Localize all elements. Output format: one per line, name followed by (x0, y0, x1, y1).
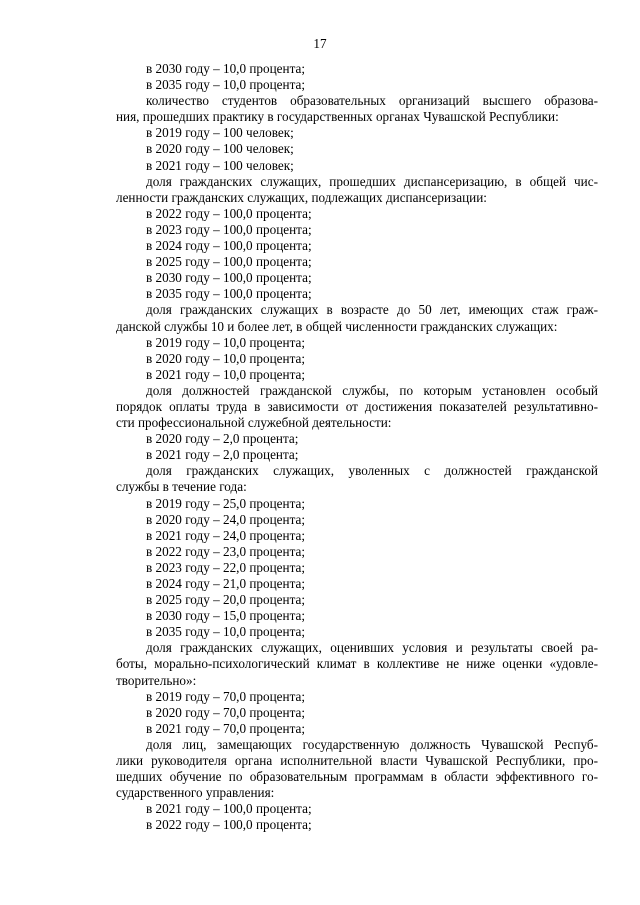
list-item: в 2030 году – 15,0 процента; (146, 608, 306, 624)
list-item: в 2022 году – 23,0 процента; (146, 543, 306, 559)
list-item: в 2035 году – 10,0 процента; (146, 77, 306, 93)
list-item: в 2020 году – 24,0 процента; (146, 511, 306, 527)
list-item: в 2022 году – 100,0 процента; (146, 205, 312, 221)
paragraph-line: сударственного управления: (116, 785, 275, 801)
paragraph-line: сти профессиональной служебной деятельности: (116, 415, 392, 431)
list-item: в 2019 году – 100 человек; (146, 125, 294, 141)
list-item: в 2019 году – 10,0 процента; (146, 334, 306, 350)
list-item: в 2019 году – 70,0 процента; (146, 688, 306, 704)
paragraph-line: доля гражданских служащих, прошедших диспансеризацию, в общей чис- (146, 173, 598, 189)
paragraph-line: службы в течение года: (116, 479, 247, 495)
list-item: в 2020 году – 70,0 процента; (146, 704, 306, 720)
list-item: в 2020 году – 10,0 процента; (146, 350, 306, 366)
paragraph-line: доля гражданских служащих, уволенных с должностей гражданской (146, 463, 598, 479)
list-item: в 2025 году – 100,0 процента; (146, 254, 312, 270)
list-item: в 2021 году – 70,0 процента; (146, 720, 306, 736)
list-item: в 2035 году – 10,0 процента; (146, 624, 306, 640)
paragraph-line: порядок оплаты труда в зависимости от достижения показателей результативно- (116, 398, 598, 414)
list-item: в 2021 году – 100,0 процента; (146, 801, 312, 817)
paragraph-line: количество студентов образовательных организаций высшего образова- (146, 93, 598, 109)
document-body (116, 61, 598, 834)
list-item: в 2019 году – 25,0 процента; (146, 495, 306, 511)
list-item: в 2021 году – 10,0 процента; (146, 366, 306, 382)
page-number: 17 (313, 36, 327, 51)
paragraph-line: доля гражданских служащих, оценивших условия и результаты своей ра- (146, 640, 598, 656)
list-item: в 2024 году – 100,0 процента; (146, 238, 312, 254)
paragraph-line: доля должностей гражданской службы, по которым установлен особый (146, 382, 598, 398)
list-item: в 2022 году – 100,0 процента; (146, 817, 312, 833)
paragraph-line: данской службы 10 и более лет, в общей численности гражданских служащих: (116, 318, 558, 334)
list-item: в 2030 году – 10,0 процента; (146, 61, 306, 76)
list-item: в 2020 году – 2,0 процента; (146, 431, 299, 447)
paragraph-line: лики руководителя органа исполнительной власти Чувашской Республики, про- (116, 753, 598, 769)
list-item: в 2021 году – 2,0 процента; (146, 447, 299, 463)
paragraph-line: доля гражданских служащих в возрасте до 50 лет, имеющих стаж граж- (146, 302, 598, 318)
paragraph-line: ленности гражданских служащих, подлежащих диспансеризации: (116, 189, 487, 205)
list-item: в 2023 году – 22,0 процента; (146, 559, 306, 575)
list-item: в 2020 году – 100 человек; (146, 141, 294, 157)
paragraph-line: шедших обучение по образовательным программам в области эффективного го- (116, 769, 598, 785)
list-item: в 2021 году – 24,0 процента; (146, 527, 306, 543)
list-item: в 2021 году – 100 человек; (146, 157, 294, 173)
list-item: в 2023 году – 100,0 процента; (146, 221, 312, 237)
paragraph-line: боты, морально-психологический климат в коллективе не ниже оценки «удовле- (116, 656, 598, 672)
list-item: в 2025 году – 20,0 процента; (146, 592, 306, 608)
paragraph-line: ния, прошедших практику в государственных органах Чувашской Республики: (116, 109, 559, 125)
list-item: в 2024 году – 21,0 процента; (146, 576, 306, 591)
paragraph-line: творительно»: (116, 672, 197, 688)
list-item: в 2030 году – 100,0 процента; (146, 270, 312, 286)
paragraph-line: доля лиц, замещающих государственную должность Чувашской Респуб- (146, 736, 598, 752)
list-item: в 2035 году – 100,0 процента; (146, 286, 312, 302)
